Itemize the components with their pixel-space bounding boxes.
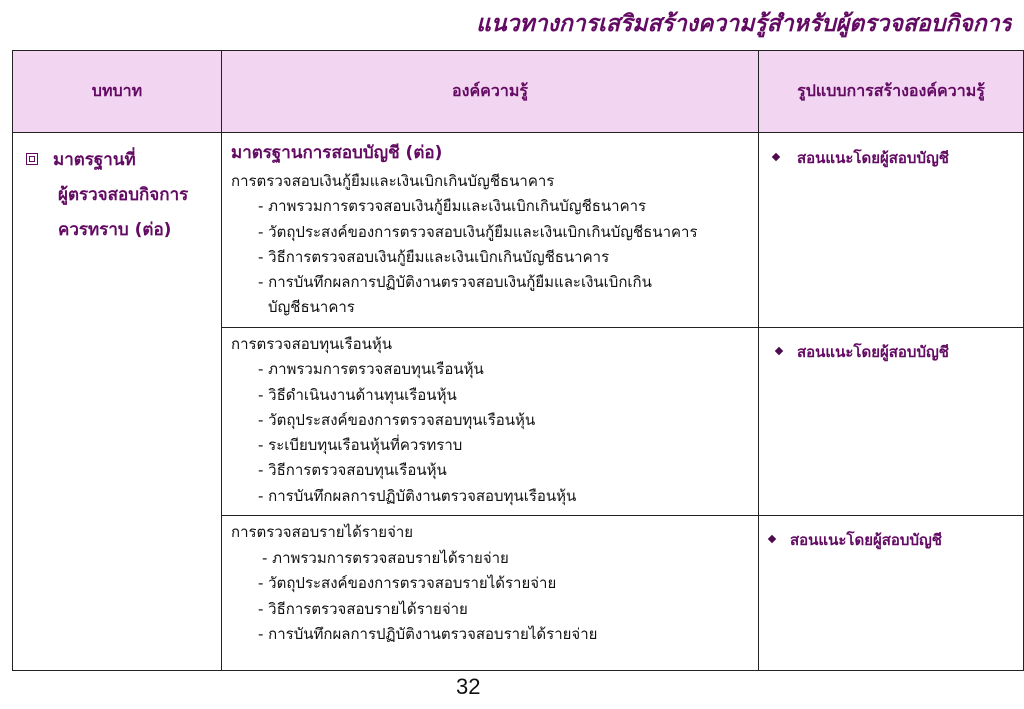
topic-item: - วัตถุประสงค์ของการตรวจสอบทุนเรือนหุ้น [258,410,536,429]
knowledge-table [12,50,1024,671]
knowledge-block [231,141,698,321]
header-method-label: รูปแบบการสร้างองค์ความรู้ [797,81,985,100]
topic-item: - การบันทึกผลการปฏิบัติงานตรวจสอบเงินกู้ยืมและเงินเบิกเกิน [258,273,652,292]
method-cell-share-capital [758,327,1024,516]
knowledge-cell-share-capital [221,327,759,516]
knowledge-block [231,520,597,648]
topic-item: - ภาพรวมการตรวจสอบเงินกู้ยืมและเงินเบิกเกินบัญชีธนาคาร [258,197,647,216]
topic-item: - ภาพรวมการตรวจสอบทุนเรือนหุ้น [258,360,484,379]
topic-item: - ภาพรวมการตรวจสอบรายได้รายจ่าย [262,548,509,567]
topic-item: - วิธีการตรวจสอบเงินกู้ยืมและเงินเบิกเกินบัญชีธนาคาร [258,247,610,266]
method-label: สอนแนะโดยผู้สอบบัญชี [790,531,942,549]
method-label: สอนแนะโดยผู้สอบบัญชี [797,343,949,361]
header-role-label: บทบาท [91,81,143,100]
method-cell-loans [758,132,1024,328]
square-bullet-icon [26,153,38,165]
topic-item: - การบันทึกผลการปฏิบัติงานตรวจสอบทุนเรือนหุ้น [258,486,577,505]
topic-title: การตรวจสอบเงินกู้ยืมและเงินเบิกเกินบัญชีธนาคาร [231,172,555,190]
page-title: แนวทางการเสริมสร้างความรู้สำหรับผู้ตรวจสอบกิจการ [476,11,1012,37]
topic-item: - วิธีการตรวจสอบทุนเรือนหุ้น [258,461,447,480]
role-line: ผู้ตรวจสอบกิจการ [58,185,189,205]
topic-title: การตรวจสอบทุนเรือนหุ้น [231,335,392,353]
header-cell-method [758,50,1024,133]
topic-title: การตรวจสอบรายได้รายจ่าย [231,523,414,541]
diamond-bullet-icon [768,535,776,543]
page-number: 32 [456,674,481,699]
method-label: สอนแนะโดยผู้สอบบัญชี [797,149,949,167]
header-cell-role [12,50,222,133]
topic-item: - การบันทึกผลการปฏิบัติงานตรวจสอบรายได้รายจ่าย [258,625,598,643]
topic-item: - วิธีดำเนินงานด้านทุนเรือนหุ้น [258,385,457,404]
knowledge-block [231,332,576,509]
role-line: ควรทราบ (ต่อ) [58,220,172,240]
header-cell-knowledge [221,50,759,133]
knowledge-cell-income-expense [221,515,759,671]
role-text [53,143,188,248]
header-knowledge-label: องค์ความรู้ [452,81,528,100]
section-heading: มาตรฐานการสอบบัญชี (ต่อ) [231,143,443,163]
diamond-bullet-icon [775,347,783,355]
method-cell-income-expense [758,515,1024,671]
topic-item: - ระเบียบทุนเรือนหุ้นที่ควรทราบ [258,436,463,455]
topic-item: - วัตถุประสงค์ของการตรวจสอบเงินกู้ยืมและเงินเบิกเกินบัญชีธนาคาร [258,222,698,241]
role-cell [12,132,222,671]
role-line: มาตรฐานที่ [53,150,136,170]
topic-item: - วิธีการตรวจสอบรายได้รายจ่าย [258,599,468,618]
topic-item-continuation: บัญชีธนาคาร [268,298,355,317]
diamond-bullet-icon [772,153,780,161]
knowledge-cell-loans [221,132,759,328]
topic-item: - วัตถุประสงค์ของการตรวจสอบรายได้รายจ่าย [258,574,557,592]
